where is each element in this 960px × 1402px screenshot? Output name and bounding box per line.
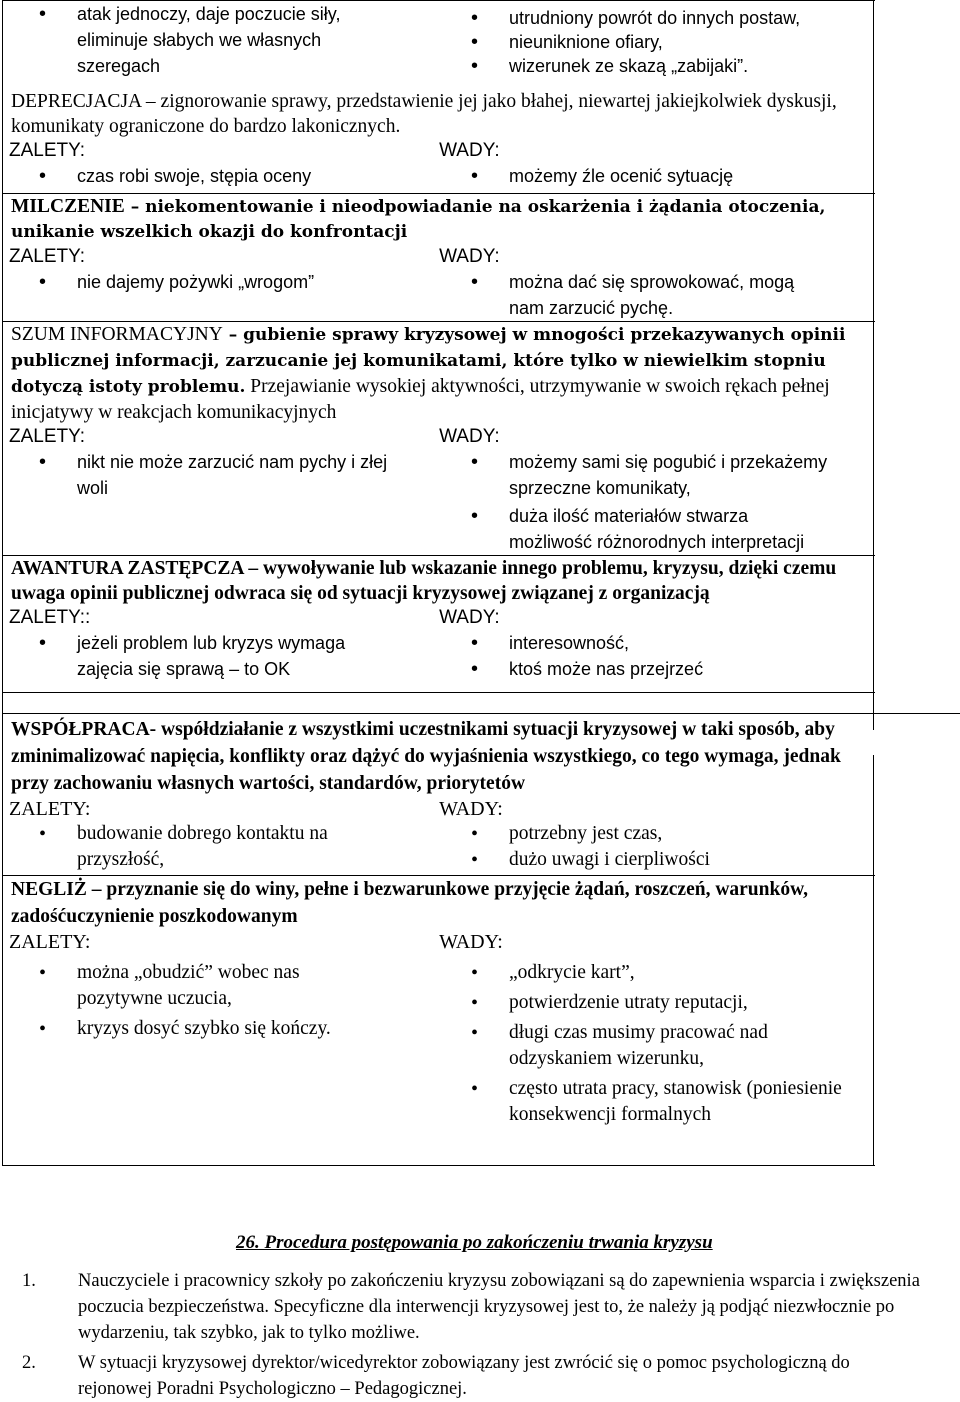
pros-label: ZALETY:	[9, 426, 86, 447]
item-number: 2.	[22, 1353, 36, 1373]
list-item: • utrudniony powrót do innych postaw,	[433, 5, 875, 31]
list-item: • potrzebny jest czas,	[433, 821, 875, 847]
list-item: • jeżeli problem lub kryzys wymaga zajęcia się sprawą – to OK	[3, 630, 433, 682]
table-right-border-lower	[873, 755, 874, 1165]
section-title: AWANTURA ZASTĘPCZA	[11, 558, 244, 579]
procedure-heading: 26. Procedura postępowania po zakończeniu trwania kryzysu	[236, 1232, 713, 1253]
intro-pros	[3, 1, 433, 89]
list-item: • możemy źle ocenić sytuację	[433, 163, 875, 189]
section-szum-lists	[3, 449, 875, 555]
item-number: 1.	[22, 1271, 36, 1291]
section-wspolpraca-labels	[3, 797, 875, 821]
spacer	[3, 693, 875, 713]
section-desc: – przyznanie się do winy, pełne i bezwarunkowe przyjęcie żądań, roszczeń, warunków, zadośćuczynienie poszkodowanym	[11, 879, 808, 927]
section-title: NEGLIŻ	[11, 879, 87, 900]
list-item: • możemy sami się pogubić i przekażemy sprzeczne komunikaty,	[433, 449, 875, 501]
section-desc: – gubienie sprawy kryzysowej w mnogości przekazywanych opinii publicznej informacji, zarzucanie jej komunikatami, które tylko w niewielkim stopniu dotyczą istoty problemu.	[11, 325, 846, 397]
intro-row	[3, 1, 875, 89]
pros-label: ZALETY::	[9, 607, 91, 628]
list-item: • nikt nie może zarzucić nam pychy i złej woli	[3, 449, 433, 501]
pros-label: ZALETY:	[9, 798, 91, 820]
table-bottom-border	[2, 1165, 875, 1166]
section-szum-desc	[3, 322, 875, 425]
list-item: • często utrata pracy, stanowisk (poniesienie konsekwencji formalnych	[433, 1076, 875, 1128]
list-item: • ktoś może nas przejrzeć	[433, 656, 875, 682]
item-text: Nauczyciele i pracownicy szkoły po zakończeniu kryzysu zobowiązani są do zapewnienia wsparcia i zwiększenia poczucia bezpieczeństwa. Specyficzne dla interwencji kryzysowej jest to, że należy ją podjąć niezwłocznie po wydarzeniu, tak szybko, jak to tylko możliwe.	[78, 1271, 920, 1343]
section-neglizh-labels	[3, 930, 875, 954]
list-item: • dużo uwagi i cierpliwości	[433, 847, 875, 873]
list-item: • „odkrycie kart”,	[433, 960, 875, 986]
section-deprecjacja-desc	[3, 89, 875, 139]
section-wspolpraca-desc	[3, 714, 875, 797]
section-awantura-labels	[3, 606, 875, 630]
list-item: • można „obudzić” wobec nas pozytywne uczucia,	[3, 960, 433, 1012]
section-desc: – niekomentowanie i nieodpowiadanie na oskarżenia i żądania otoczenia, unikanie wszelkich okazji do konfrontacji	[11, 197, 826, 242]
list-item: • można dać się sprowokować, mogą nam zarzucić pychę.	[433, 269, 875, 321]
section-title: SZUM INFORMACYJNY	[11, 324, 223, 345]
list-item: • nieuniknione ofiary,	[433, 29, 875, 55]
item-text: W sytuacji kryzysowej dyrektor/wicedyrektor zobowiązany jest zwrócić się o pomoc psychologiczną do rejonowej Poradni Psychologiczno – Pedagogicznej.	[78, 1353, 850, 1399]
list-item: • kryzys dosyć szybko się kończy.	[3, 1016, 433, 1042]
list-item: • długi czas musimy pracować nad odzyskaniem wizerunku,	[433, 1020, 875, 1072]
section-desc: – wywoływanie lub wskazanie innego problemu, kryzysu, dzięki czemu uwaga opinii publicznej odwraca się od sytuacji kryzysowej związanej z organizacją	[11, 558, 837, 604]
section-milczenie-desc	[3, 194, 875, 245]
list-item: • nie dajemy pożywki „wrogom”	[3, 269, 433, 295]
cons-label: WADY:	[439, 798, 503, 820]
list-item: • potwierdzenie utraty reputacji,	[433, 990, 875, 1016]
section-deprecjacja-lists	[3, 163, 875, 189]
section-desc: - współdziałanie z wszystkimi uczestnikami sytuacji kryzysowej w taki sposób, aby zminimalizować napięcia, konflikty oraz dążyć do wyjaśnienia wszystkiego, co tego wymaga, jednak przy zachowaniu własnych wartości, standardów, priorytetów	[11, 719, 841, 794]
strategies-table	[2, 0, 875, 1166]
section-title: MILCZENIE	[11, 196, 125, 217]
section-deprecjacja-labels	[3, 139, 875, 163]
list-item	[22, 1268, 958, 1346]
intro-cons	[433, 1, 875, 89]
section-wspolpraca-lists	[3, 821, 875, 873]
table-right-border	[873, 0, 874, 730]
section-title: WSPÓŁPRACA	[11, 719, 150, 740]
section-awantura-lists	[3, 630, 875, 682]
list-item	[22, 1350, 958, 1402]
section-milczenie-lists	[3, 269, 875, 321]
cons-label: WADY:	[439, 426, 500, 447]
section-title: DEPRECJACJA	[11, 91, 142, 112]
section-szum-labels	[3, 425, 875, 449]
section-neglizh-desc	[3, 876, 875, 930]
list-item: • czas robi swoje, stępia oceny	[3, 163, 433, 189]
section-milczenie-labels	[3, 245, 875, 269]
list-item: • interesowność,	[433, 630, 875, 656]
cons-label: WADY:	[439, 140, 500, 161]
section-desc: – zignorowanie sprawy, przedstawienie jej jako błahej, niewartej jakiejkolwiek dyskusji, komunikaty ograniczone do bardzo lakonicznych.	[11, 91, 837, 137]
cons-label: WADY:	[439, 931, 503, 953]
list-item: • atak jednoczy, daje poczucie siły, eliminuje słabych we własnych szeregach	[3, 1, 433, 79]
pros-label: ZALETY:	[9, 140, 86, 161]
cons-label: WADY:	[439, 246, 500, 267]
list-item: • budowanie dobrego kontaktu na przyszłość,	[3, 821, 433, 873]
list-item: • duża ilość materiałów stwarza możliwość różnorodnych interpretacji	[433, 503, 875, 555]
section-neglizh-lists	[3, 960, 875, 1128]
cons-label: WADY:	[439, 607, 500, 628]
pros-label: ZALETY:	[9, 246, 86, 267]
pros-label: ZALETY:	[9, 931, 91, 953]
section-desc-2: Przejawianie wysokiej aktywności, utrzymywanie w swoich rękach pełnej inicjatywy w reakcjach komunikacyjnych	[11, 376, 830, 423]
section-awantura-desc	[3, 556, 875, 606]
list-item: • wizerunek ze skazą „zabijaki”.	[433, 53, 875, 79]
procedure-list	[22, 1268, 958, 1402]
